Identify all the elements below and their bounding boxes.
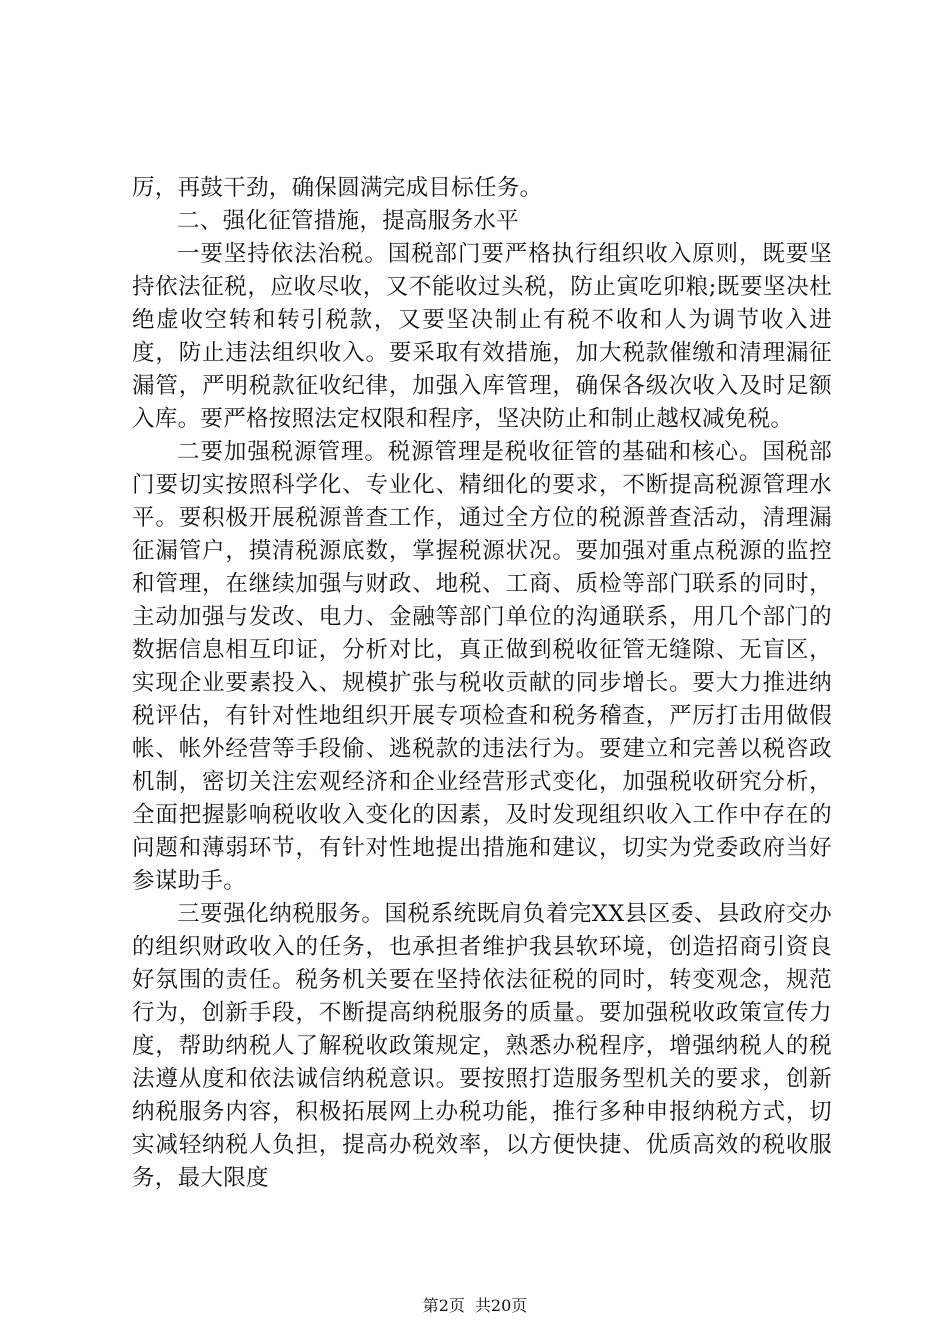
paragraph-taxpayer-service: 三要强化纳税服务。国税系统既肩负着完XX县区委、县政府交办的组织财政收入的任务，也承担者维护我县软环境，创造招商引资良好氛围的责任。税务机关要在坚持依法征税的同时，转变观念，规范行为，创新手段，不断提高纳税服务的质量。要加强税收政策宣传力度，帮助纳税人了解税收政策规定，熟悉办税程序，增强纳税人的税法遵从度和依法诚信纳税意识。要按照打造服务型机关的要求，创新纳税服务内容，积极拓展网上办税功能，推行多种申报纳税方式，切实减轻纳税人负担，提高办税效率，以方便快捷、优质高效的税收服务，最大限度: [132, 901, 832, 1191]
section-heading: 二、强化征管措施，提高服务水平: [177, 208, 520, 234]
paragraph-continuation: 厉，再鼓干劲，确保圆满完成目标任务。: [132, 175, 543, 201]
paragraph-tax-source-management: 二要加强税源管理。税源管理是税收征管的基础和核心。国税部门要切实按照科学化、专业化、精细化的要求，不断提高税源管理水平。要积极开展税源普查工作，通过全方位的税源普查活动，清理漏征漏管户，摸清税源底数，掌握税源状况。要加强对重点税源的监控和管理，在继续加强与财政、地税、工商、质检等部门联系的同时，主动加强与发改、电力、金融等部门单位的沟通联系，用几个部门的数据信息相互印证，分析对比，真正做到税收征管无缝隙、无盲区，实现企业要素投入、规模扩张与税收贡献的同步增长。要大力推进纳税评估，有针对性地组织开展专项检查和税务稽查，严厉打击用做假帐、帐外经营等手段偷、逃税款的违法行为。要建立和完善以税咨政机制，密切关注宏观经济和企业经营形式变化，加强税收研究分析，全面把握影响税收收入变化的因素，及时发现组织收入工作中存在的问题和薄弱环节，有针对性地提出措施和建议，切实为党委政府当好参谋助手。: [132, 439, 832, 894]
paragraph-rule-of-law: 一要坚持依法治税。国税部门要严格执行组织收入原则，既要坚持依法征税，应收尽收，又不能收过头税，防止寅吃卯粮;既要坚决杜绝虚收空转和转引税款，又要坚决制止有税不收和人为调节收入进度，防止违法组织收入。要采取有效措施，加大税款催缴和清理漏征漏管，严明税款征收纪律，加强入库管理，确保各级次收入及时足额入库。要严格按照法定权限和程序，坚决防止和制止越权减免税。: [132, 241, 832, 432]
page-total: 共20页: [474, 1296, 528, 1315]
page-footer: [0, 1296, 950, 1316]
document-body: [132, 172, 832, 1195]
page-number: 第2页: [422, 1296, 465, 1315]
